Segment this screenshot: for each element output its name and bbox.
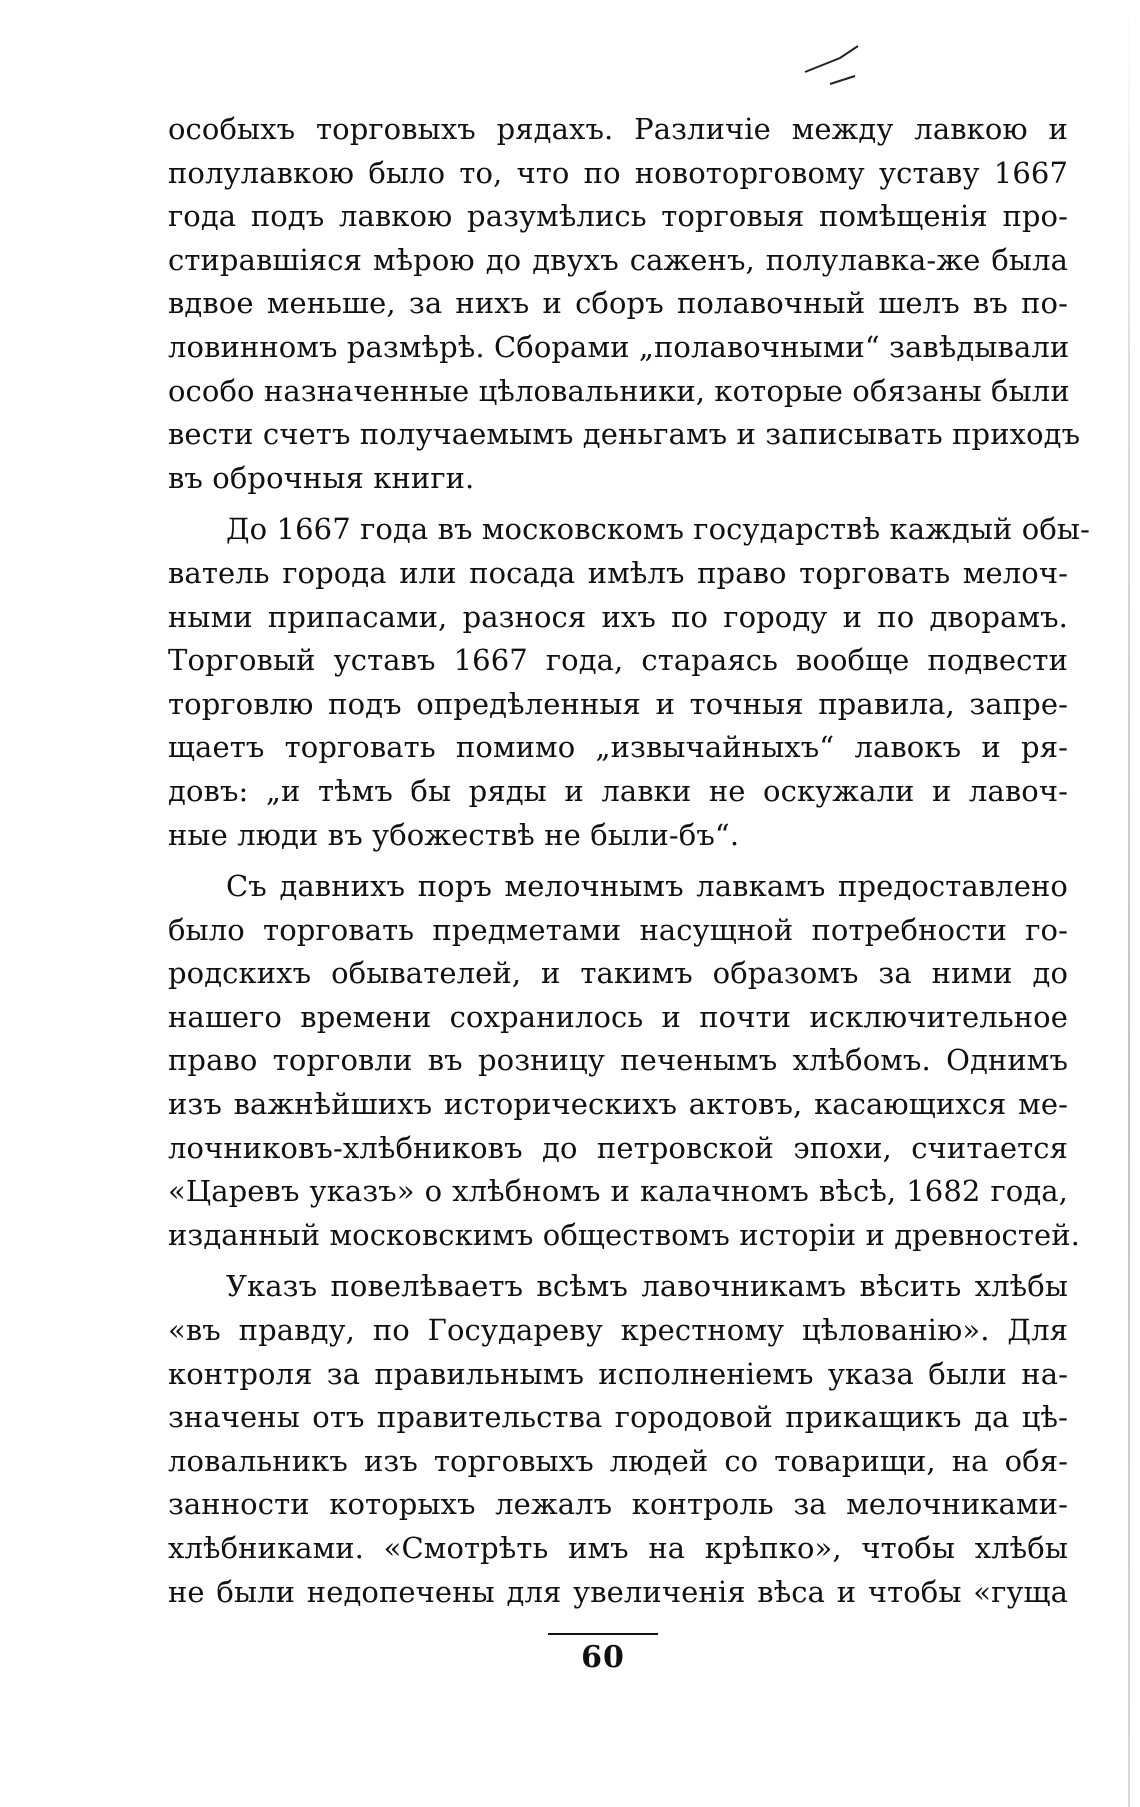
text-line: занности которыхъ лежалъ контроль за мелочниками- [168,1487,1068,1522]
text-line: ловинномъ размѣрѣ. Сборами „полавочными“ завѣдывали [168,329,1070,364]
text-line: полулавкою было то, что по новоторговому уставу 1667 [168,155,1068,190]
text-line: ные люди въ убожествѣ не были-бъ“. [168,817,740,852]
page-number-rule [548,1633,658,1635]
text-line: право торговли въ розницу печенымъ хлѣбомъ. Однимъ [168,1043,1068,1078]
text-line: довъ: „и тѣмъ бы ряды и лавки не оскужали и лавоч- [168,773,1068,808]
text-line: «въ правду, по Государеву крестному цѣлованію». Для [168,1313,1068,1348]
text-line: изданный московскимъ обществомъ исторіи и древностей. [168,1217,1081,1252]
text-line: торговлю подъ опредѣленныя и точныя правила, запре- [168,686,1068,721]
page-number: 60 [581,1640,625,1675]
text-line: особо назначенные цѣловальники, которые обязаны были [168,373,1070,408]
text-line: ватель города или посада имѣлъ право торговать мелоч- [168,555,1068,590]
text-line: ными припасами, разнося ихъ по городу и по дворамъ. [168,599,1068,634]
text-line: не были недопечены для увеличенія вѣса и чтобы «гуща [168,1574,1068,1609]
text-line: щаетъ торговать помимо „извычайныхъ“ лавокъ и ря- [168,730,1068,765]
text-line: хлѣбниками. «Смотрѣть имъ на крѣпко», чтобы хлѣбы [168,1531,1068,1565]
text-line: года подъ лавкою разумѣлись торговыя помѣщенія про- [168,199,1068,234]
page-edge-shadow [1128,0,1130,1807]
text-line: изъ важнѣйшихъ историческихъ актовъ, касающихся ме- [168,1087,1068,1122]
text-line: родскихъ обывателей, и такимъ образомъ за ними до [168,956,1068,991]
text-line: Указъ повелѣваетъ всѣмъ лавочникамъ вѣсить хлѣбы [226,1269,1068,1304]
body-text [168,108,1090,1614]
text-line: особыхъ торговыхъ рядахъ. Различіе между лавкою и [168,112,1068,146]
text-line: Торговый уставъ 1667 года, стараясь вообще подвести [168,643,1068,678]
pen-mark-decoration [800,40,880,100]
text-line: нашего времени сохранилось и почти исключительное [168,999,1068,1034]
text-line: въ оброчныя книги. [168,460,475,495]
text-line: ловальникъ изъ торговыхъ людей со товарищи, на обя- [168,1443,1068,1478]
text-line: Съ давнихъ поръ мелочнымъ лавкамъ предоставлено [226,869,1068,904]
text-line: «Царевъ указъ» о хлѣбномъ и калачномъ вѣсѣ, 1682 года, [168,1174,1068,1209]
text-line: вести счетъ получаемымъ деньгамъ и записывать приходъ [168,417,1081,452]
text-line: До 1667 года въ московскомъ государствѣ каждый обы- [226,512,1090,547]
text-line: лочниковъ-хлѣбниковъ до петровской эпохи, считается [168,1130,1068,1165]
text-line: было торговать предметами насущной потребности го- [168,912,1068,947]
text-line: контроля за правильнымъ исполненіемъ указа были на- [168,1356,1068,1391]
text-line: вдвое меньше, за нихъ и сборъ полавочный шелъ въ по- [168,286,1068,321]
text-line: значены отъ правительства городовой прикащикъ да цѣ- [168,1400,1068,1435]
text-line: стиравшіяся мѣрою до двухъ саженъ, полулавка-же была [168,242,1068,277]
